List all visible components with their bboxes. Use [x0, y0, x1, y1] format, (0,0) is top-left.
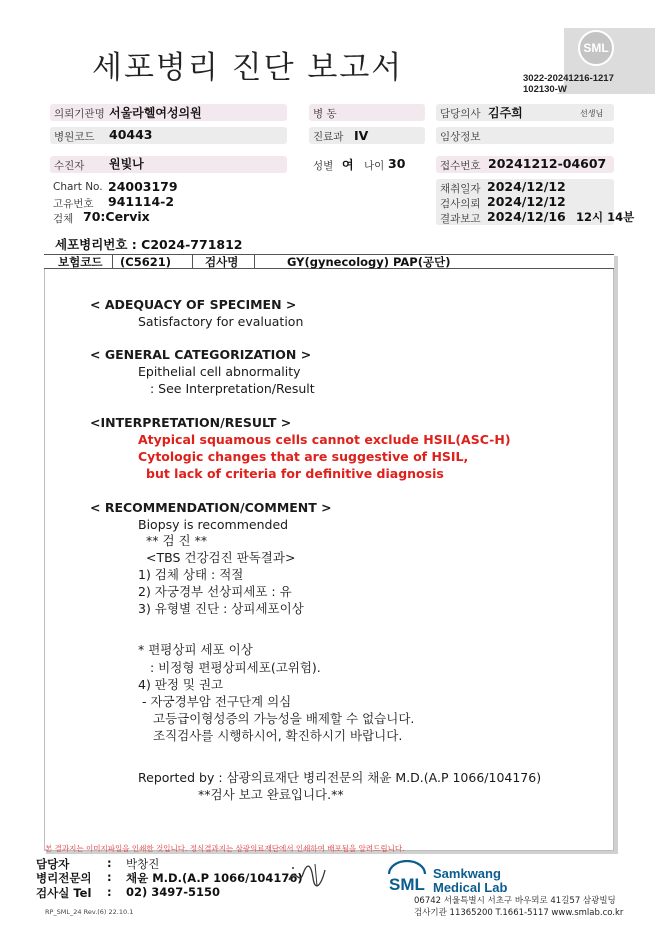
sml-badge-text: SML: [583, 41, 609, 55]
chart-no-value: 24003179: [108, 179, 178, 194]
request-label: 검사의뢰: [440, 198, 481, 210]
tbs-item-4-c: 조직검사를 시행하시어, 확진하시기 바랍니다.: [153, 728, 403, 743]
report-date-label: 결과보고: [440, 213, 481, 225]
interpretation-text-3: but lack of criteria for definitive diagnosis: [146, 466, 444, 481]
sml-logo-icon: [385, 860, 429, 894]
general-text-1: Epithelial cell abnormality: [138, 364, 301, 379]
tbs-item-1: 1) 검체 상태 : 적절: [138, 567, 244, 582]
adequacy-text: Satisfactory for evaluation: [138, 314, 304, 329]
report-time-value: 12시 14분: [576, 210, 635, 224]
sml-logo-text: SML: [389, 875, 425, 894]
reference-number: [523, 73, 614, 95]
checkup-title: ** 검 진 **: [146, 533, 208, 548]
tbs-item-3: 3) 유형별 진단 : 상피세포이상: [138, 601, 304, 616]
colon: :: [107, 885, 112, 899]
test-name-label: 검사명: [205, 255, 239, 269]
company-contact: 검사기관 11365200 T.1661-5117 www.smlab.co.kr: [414, 908, 624, 918]
adequacy-heading: < ADEQUACY OF SPECIMEN >: [90, 297, 297, 312]
report-date-value: 2024/12/16: [487, 209, 566, 224]
institution-value: 서울라헬여성의원: [109, 106, 202, 120]
colon: :: [107, 856, 112, 870]
company-name-line-1: Samkwang: [433, 866, 501, 881]
tbs-note-2: : 비정형 편평상피세포(고위험).: [150, 660, 321, 675]
patient-value: 원빛나: [109, 157, 144, 171]
tbs-item-4-b: 고등급이형성증의 가능성을 배제할 수 없습니다.: [153, 711, 415, 726]
reference-line-2: 102130-W: [523, 84, 567, 95]
company-address: 06742 서울특별시 서초구 바우뫼로 41길57 삼광빌딩: [414, 896, 616, 906]
signature-icon: [285, 860, 331, 890]
dept-label: 진료과: [313, 131, 344, 143]
age-value: 30: [388, 156, 406, 171]
request-value: 2024/12/12: [487, 194, 566, 209]
insurance-code-label: 보험코드: [58, 255, 103, 269]
collect-label: 채취일자: [440, 183, 481, 195]
pathology-number: 세포병리번호 : C2024-771812: [55, 237, 243, 252]
manager-label: 담당자: [36, 857, 70, 871]
code-separator: [254, 255, 255, 269]
sml-badge-icon: [578, 30, 614, 66]
interpretation-text-1: Atypical squamous cells cannot exclude HSIL(ASC-H): [138, 432, 511, 447]
ward-label: 병 동: [313, 108, 337, 120]
doctor-suffix: 선생님: [580, 109, 604, 118]
test-name-value: GY(gynecology) PAP(공단): [287, 255, 451, 269]
tel-label: 검사실 Tel: [36, 886, 92, 900]
code-separator: [112, 255, 113, 269]
doctor-label: 담당의사: [440, 108, 481, 120]
receipt-value: 20241212-04607: [488, 156, 607, 171]
sex-value: 여: [342, 158, 354, 172]
tbs-item-4-a: - 자궁경부암 전구단계 의심: [142, 694, 292, 709]
receipt-label: 접수번호: [440, 160, 481, 172]
pathologist-value: 채윤 M.D.(A.P 1066/104176): [126, 871, 303, 885]
dept-value: IV: [354, 128, 369, 143]
tbs-item-2: 2) 자궁경부 선상피세포 : 유: [138, 584, 292, 599]
report-box: [44, 254, 614, 851]
report-complete: **검사 보고 완료입니다.**: [198, 787, 344, 802]
insurance-code-value: (C5621): [120, 255, 171, 269]
reported-by: Reported by : 삼광의료재단 병리전문의 채윤 M.D.(A.P 1066/104176): [138, 770, 542, 785]
age-label: 나이: [364, 160, 385, 172]
colon: :: [107, 870, 112, 884]
box-shadow-right: [614, 256, 618, 853]
collect-value: 2024/12/12: [487, 179, 566, 194]
print-notice: 본 결과지는 이미지파일을 인쇄한 것입니다. 정식결과지는 삼광의료재단에서 인쇄하여 배포됨을 알려드립니다.: [45, 844, 405, 853]
interpretation-text-2: Cytologic changes that are suggestive of HSIL,: [138, 449, 469, 464]
code-separator: [192, 255, 193, 269]
sex-label: 성별: [313, 160, 334, 172]
tbs-note-1: * 편평상피 세포 이상: [138, 642, 253, 657]
doctor-value: 김주희: [488, 106, 523, 120]
chart-no-label: Chart No.: [53, 181, 103, 193]
page-title: 세포병리 진단 보고서: [92, 50, 404, 86]
patient-pill: [50, 156, 287, 173]
hospital-code-value: 40443: [109, 127, 153, 142]
unique-id-value: 941114-2: [108, 194, 175, 209]
company-name-line-2: Medical Lab: [433, 880, 508, 895]
tel-value: 02) 3497-5150: [126, 885, 221, 899]
tbs-item-4: 4) 판정 및 권고: [138, 677, 224, 692]
clinical-label: 임상정보: [440, 131, 481, 143]
general-heading: < GENERAL CATEGORIZATION >: [90, 347, 312, 362]
general-text-2: : See Interpretation/Result: [150, 381, 315, 396]
insurance-code-row: [44, 254, 614, 269]
specimen-label: 검체: [53, 213, 74, 225]
pathologist-label: 병리전문의: [36, 871, 92, 885]
manager-value: 박창진: [126, 857, 160, 871]
recommendation-text-1: Biopsy is recommended: [138, 517, 289, 532]
interpretation-heading: <INTERPRETATION/RESULT >: [90, 415, 292, 430]
unique-id-label: 고유번호: [53, 198, 94, 210]
tbs-title: <TBS 건강검진 판독결과>: [146, 550, 296, 565]
form-code: RP_SML_24 Rev.(6) 22.10.1: [45, 908, 134, 916]
patient-label: 수진자: [54, 160, 85, 172]
hospital-code-label: 병원코드: [54, 131, 95, 143]
reference-line-1: 3022-20241216-1217: [523, 73, 614, 84]
recommendation-heading: < RECOMMENDATION/COMMENT >: [90, 500, 332, 515]
institution-label: 의뢰기관명: [54, 108, 105, 120]
specimen-value: 70:Cervix: [83, 209, 150, 224]
